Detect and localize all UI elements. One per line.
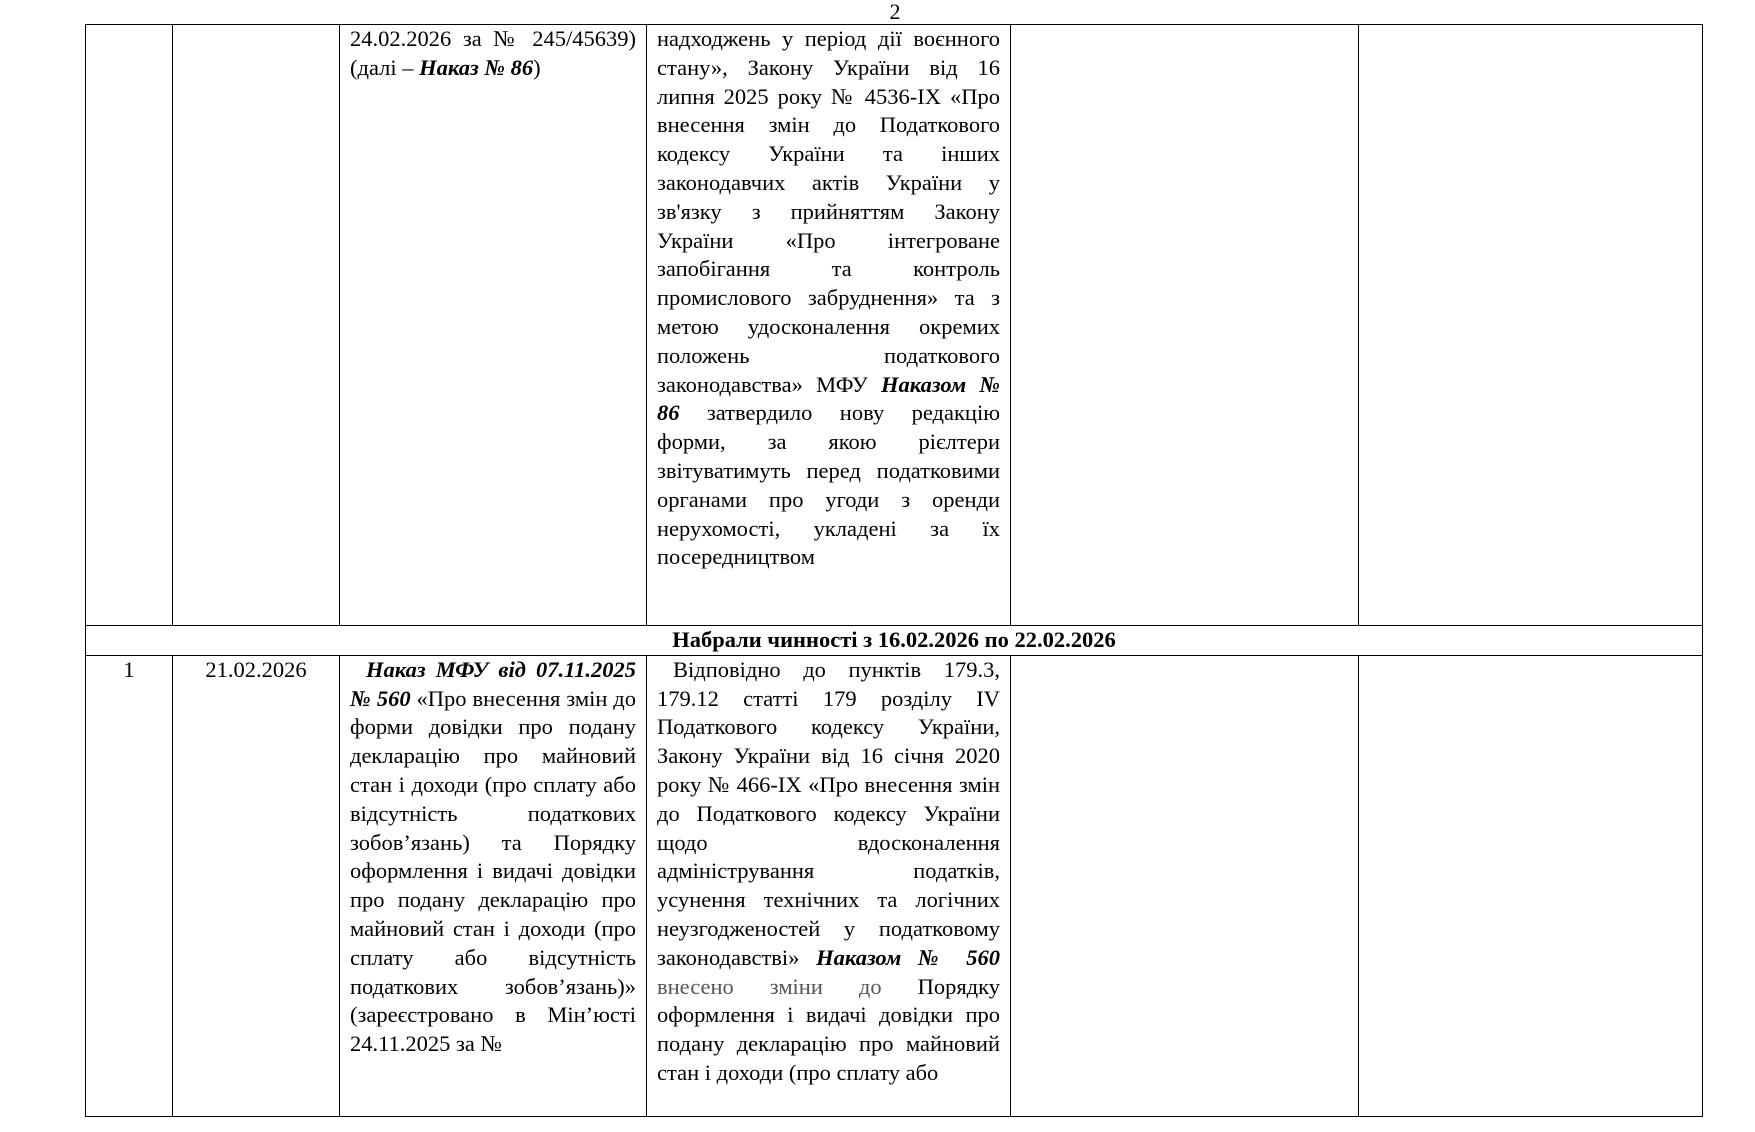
description-text: Відповідно до пунктів 179.3, 179.12 статті 179 розділу IV Податкового кодексу України, Закону України від 16 січня 2020 року № 466-IX «Про внесення змін до Податкового кодексу України щодо вдосконалення адміністрування податків, усунення технічних та логічних неузгодженостей у податковому законодавстві» xyxy=(657,656,1000,970)
document-cell xyxy=(340,25,647,626)
empty-cell xyxy=(1359,25,1703,626)
description-text-end: Порядку оформлення і видачі довідки про подану декларацію про майновий стан і доходи (про сплату або xyxy=(657,973,1000,1085)
section-header: Набрали чинності з 16.02.2026 по 22.02.2026 xyxy=(86,626,1703,656)
empty-cell xyxy=(1011,25,1359,626)
description-document-ref: Наказом № 560 xyxy=(816,944,1000,970)
empty-cell xyxy=(1359,655,1703,1116)
section-header-row xyxy=(86,626,1703,656)
date-cell: 21.02.2026 xyxy=(173,655,340,1116)
description-document-ref: Наказом № 86 xyxy=(657,371,1000,426)
page-number: 2 xyxy=(889,0,901,24)
description-text-end: затвердило нову редакцію форми, за якою рієлтери звітуватимуть перед податковими органами про угоди з оренди нерухомості, укладені за їх посередництвом xyxy=(657,400,1000,570)
document-title: Наказ МФУ від 07.11.2025 № 560 xyxy=(350,656,636,711)
table-row xyxy=(86,655,1703,1116)
table-row xyxy=(86,25,1703,626)
legislation-table xyxy=(85,24,1703,1117)
empty-cell xyxy=(1011,655,1359,1116)
date-cell xyxy=(173,25,340,626)
description-text-gray: внесено зміни до xyxy=(657,973,882,999)
number-cell: 1 xyxy=(86,655,173,1116)
document-short-name: Наказ № 86 xyxy=(419,54,534,80)
document-cell xyxy=(340,655,647,1116)
document-text: 24.02.2026 за № 245/45639) (далі – xyxy=(350,26,636,80)
description-text: надходжень у період дії воєнного стану», Закону України від 16 липня 2025 року № 4536-IX «Про внесення змін до Податкового кодексу України та інших законодавчих актів України у зв'язку з прийняттям Закону України «Про інтегроване запобігання та контроль промислового забруднення» та з метою удосконалення окремих положень податкового законодавства» МФУ xyxy=(657,26,1000,397)
document-text-end: ) xyxy=(533,54,541,80)
description-cell xyxy=(647,25,1011,626)
description-cell xyxy=(647,655,1011,1116)
number-cell xyxy=(86,25,173,626)
document-text: «Про внесення змін до форми довідки про подану декларацію про майновий стан і доходи (про сплату або відсутність податкових зобов’язань) та Порядку оформлення і видачі довідки про подану декларацію про майновий стан і доходи (про сплату або відсутність податкових зобов’язань)» (зареєстровано в Мін’юсті 24.11.2025 за № xyxy=(350,685,636,1057)
